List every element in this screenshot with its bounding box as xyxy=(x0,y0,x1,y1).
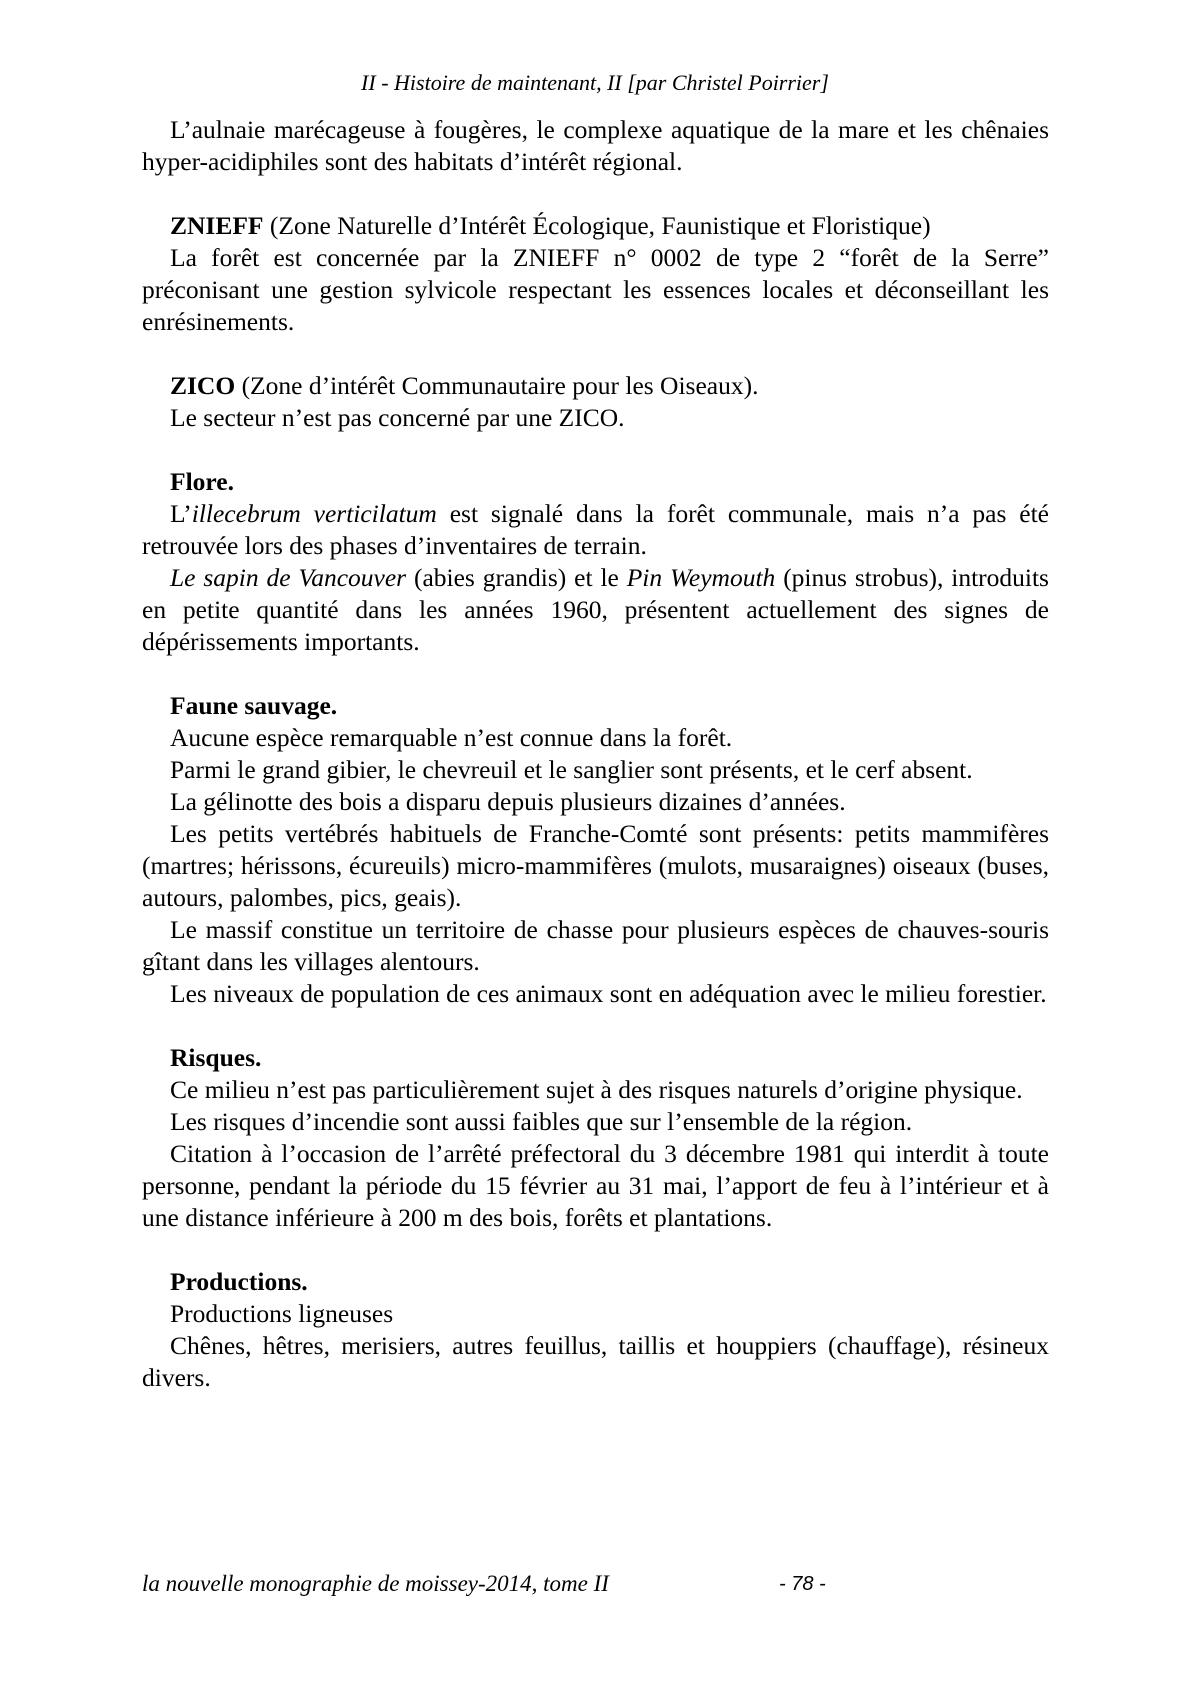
productions-paragraph: Chênes, hêtres, merisiers, autres feuillus, taillis et houppiers (chauffage), résineux divers. xyxy=(142,1331,1049,1392)
faune-paragraph: La gélinotte des bois a disparu depuis plusieurs dizaines d’années. xyxy=(170,787,846,816)
flore-p2-mid: (abies grandis) et le xyxy=(406,563,627,592)
flore-paragraph-1 xyxy=(142,498,1049,562)
znieff-paragraph: La forêt est concernée par la ZNIEFF n° 0002 de type 2 “forêt de la Serre” préconisant une gestion sylvicole respectant les essences locales et déconseillant les enrésinements. xyxy=(142,243,1049,336)
flore-p2-post: (pinus strobus), introduits en petite quantité dans les années 1960, présentent actuellement des signes de dépérissements importants. xyxy=(142,563,1049,656)
faune-paragraph: Les niveaux de population de ces animaux sont en adéquation avec le milieu forestier. xyxy=(170,979,1047,1008)
species-name: Pin Weymouth xyxy=(626,563,776,592)
flore-heading: Flore. xyxy=(170,467,234,496)
flore-p1-pre: L’ xyxy=(170,499,192,528)
species-name: illecebrum verticilatum xyxy=(191,499,437,528)
znieff-title: ZNIEFF xyxy=(170,211,264,240)
zico-heading xyxy=(142,370,1049,402)
zico-paragraph: Le secteur n’est pas concerné par une ZICO. xyxy=(170,403,625,432)
flore-p1-post: est signalé dans la forêt communale, mais n’a pas été retrouvée lors des phases d’inventaires de terrain. xyxy=(142,499,1049,560)
running-header: II - Histoire de maintenant, II [par Christel Poirrier] xyxy=(361,70,829,95)
risques-paragraph: Ce milieu n’est pas particulièrement sujet à des risques naturels d’origine physique. xyxy=(170,1075,1023,1104)
faune-paragraph: Parmi le grand gibier, le chevreuil et le sanglier sont présents, et le cerf absent. xyxy=(170,755,973,784)
species-name: Le sapin de Vancouver xyxy=(170,563,407,592)
risques-paragraph: Les risques d’incendie sont aussi faibles que sur l’ensemble de la région. xyxy=(170,1107,913,1136)
productions-heading: Productions. xyxy=(170,1267,308,1296)
flore-paragraph-2 xyxy=(142,562,1049,658)
risques-paragraph: Citation à l’occasion de l’arrêté préfectoral du 3 décembre 1981 qui interdit à toute personne, pendant la période du 15 février au 31 mai, l’apport de feu à l’intérieur et à une distance inférieure à 200 m des bois, forêts et plantations. xyxy=(142,1139,1049,1232)
faune-paragraph: Les petits vertébrés habituels de Franche-Comté sont présents: petits mammifères (martres; hérissons, écureuils) micro-mammifères (mulots, musaraignes) oiseaux (buses, autours, palombes, pics, geais). xyxy=(142,819,1049,912)
znieff-title-rest: (Zone Naturelle d’Intérêt Écologique, Faunistique et Floristique) xyxy=(263,211,931,240)
faune-paragraph: Le massif constitue un territoire de chasse pour plusieurs espèces de chauves-souris gîtant dans les villages alentours. xyxy=(142,915,1049,976)
intro-paragraph: L’aulnaie marécageuse à fougères, le complexe aquatique de la mare et les chênaies hyper-acidiphiles sont des habitats d’intérêt régional. xyxy=(142,115,1049,176)
faune-heading: Faune sauvage. xyxy=(170,691,338,720)
page-number: - 78 - xyxy=(779,1573,826,1595)
productions-paragraph: Productions ligneuses xyxy=(170,1299,394,1328)
zico-title-rest: (Zone d’intérêt Communautaire pour les Oiseaux). xyxy=(235,371,759,400)
footer-title: la nouvelle monographie de moissey-2014, tome II xyxy=(142,1571,609,1596)
risques-heading: Risques. xyxy=(170,1043,262,1072)
zico-title: ZICO xyxy=(170,371,236,400)
page-body xyxy=(142,114,1049,1394)
znieff-heading xyxy=(142,210,1049,242)
faune-paragraph: Aucune espèce remarquable n’est connue dans la forêt. xyxy=(170,723,733,752)
